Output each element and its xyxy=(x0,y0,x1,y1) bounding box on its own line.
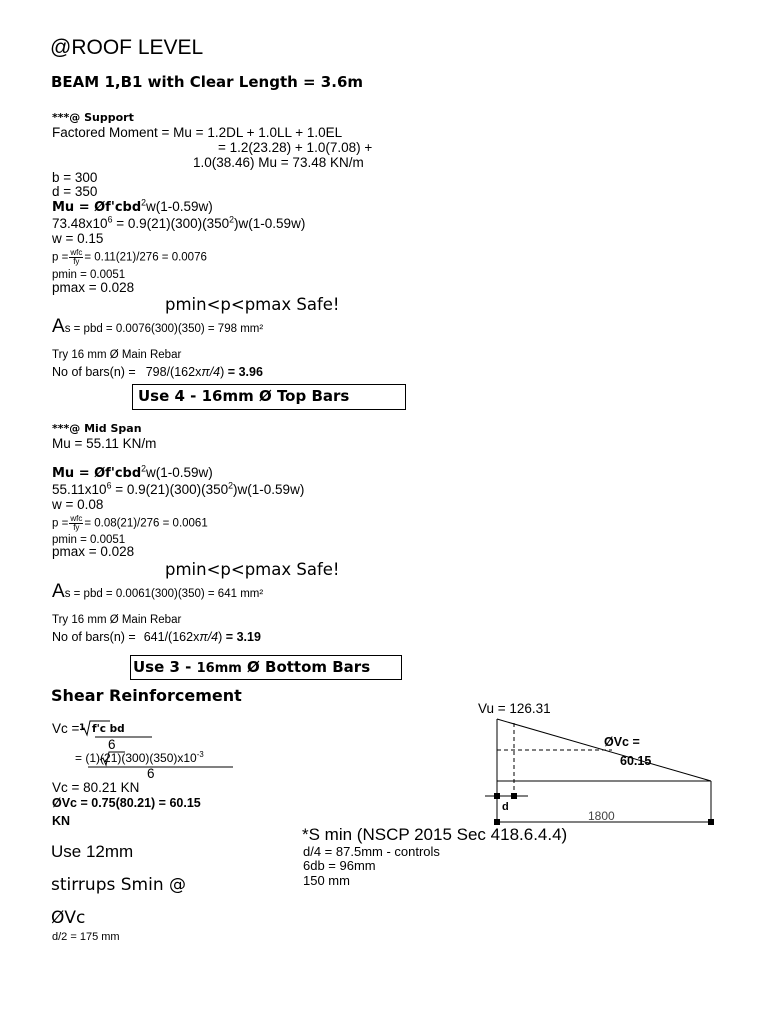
midspan-w-value: w = 0.08 xyxy=(52,497,104,512)
bars-count: No of bars(n) = 798/(162xπ/4) = 3.96 xyxy=(52,365,263,379)
phi-vc-unit: KN xyxy=(52,814,71,828)
vu-label: Vu = 126.31 xyxy=(478,701,551,716)
midspan-mu-value: Mu = 55.11 KN/m xyxy=(52,436,157,451)
smin-title: *S min (NSCP 2015 Sec 418.6.4.4) xyxy=(302,825,568,844)
factored-moment-line-1: Factored Moment = Mu = 1.2DL + 1.0LL + 1.0EL xyxy=(52,125,343,140)
midspan-ratio-check: pmin<p<pmax Safe! xyxy=(165,560,340,579)
d-label: d xyxy=(502,801,509,813)
p-value: p = $\frac{\text{wfc}}{fy}$ = 0.11(21)/276 = 0.0076 xyxy=(52,248,207,266)
phi-vc-value: ØVc = 0.75(80.21) = 60.15 xyxy=(52,796,201,810)
d-marker-left xyxy=(494,793,500,799)
w-value: w = 0.15 xyxy=(52,231,104,246)
midspan-mu-formula: Mu = Øf'cbd$^2$w(1-0.59w) xyxy=(52,463,213,481)
ratio-check: pmin<p<pmax Safe! xyxy=(165,295,340,314)
midspan-bars-count: No of bars(n) = 641/(162xπ/4) = 3.19 xyxy=(52,630,261,644)
smin-line-1: d/4 = 87.5mm - controls xyxy=(303,844,440,859)
use-stirrups-1: Use 12mm xyxy=(51,842,134,861)
d-marker-right xyxy=(511,793,517,799)
page-heading: @ROOF LEVEL xyxy=(50,36,204,59)
smin-line-2: 6db = 96mm xyxy=(303,858,376,873)
smin-line-3: 150 mm xyxy=(303,873,350,888)
use-top-bars: Use 4 - 16mm Ø Top Bars xyxy=(138,387,350,405)
vc-value: Vc = 80.21 KN xyxy=(52,780,140,795)
mu-substitution: $73.48x10^6 = 0.9(21)(300)(350^2)w(1-0.59w)$ xyxy=(52,214,306,231)
try-rebar: Try 16 mm Ø Main Rebar xyxy=(52,349,182,361)
vc-denominator: 6 xyxy=(108,737,116,752)
use-bottom-bars: Use 3 - 16mm Ø Bottom Bars xyxy=(133,658,371,676)
vc-substitution-denominator: 6 xyxy=(147,766,155,781)
d-half: d/2 = 175 mm xyxy=(52,931,120,943)
use-stirrups-2: stirrups Smin @ xyxy=(51,875,187,895)
factored-moment-line-3: 1.0(38.46) Mu = 73.48 KN/m xyxy=(193,155,364,170)
length-label: 1800 xyxy=(588,809,615,823)
vc-numerator: f'c bd xyxy=(92,723,125,735)
support-label: ***@ Support xyxy=(52,111,134,124)
d-value: d = 350 xyxy=(52,184,98,199)
midspan-pmin-value: pmin = 0.0051 xyxy=(52,534,126,546)
as-value: As = pbd = 0.0076(300)(350) = 798 mm² xyxy=(52,316,264,337)
shear-title: Shear Reinforcement xyxy=(51,686,242,705)
phi-vc-diagram-label-1: ØVc = xyxy=(604,735,640,749)
vc-substitution: = $(1)(21)(300)(350)x10^{-3}$ xyxy=(75,750,204,765)
midspan-label: ***@ Mid Span xyxy=(52,422,142,435)
length-marker-right xyxy=(708,819,714,825)
b-value: b = 300 xyxy=(52,170,98,185)
midspan-try-rebar: Try 16 mm Ø Main Rebar xyxy=(52,614,182,626)
midspan-mu-substitution: $55.11x10^6 = 0.9(21)(300)(350^2)w(1-0.59w)$ xyxy=(52,480,305,497)
midspan-p-value: p = $\frac{\text{wfc}}{fy}$ = 0.08(21)/276 = 0.0061 xyxy=(52,514,208,532)
beam-title: BEAM 1,B1 with Clear Length = 3.6m xyxy=(51,73,364,91)
factored-moment-line-2: = 1.2(23.28) + 1.0(7.08) + xyxy=(218,140,373,155)
vc-one: 1 xyxy=(79,723,86,733)
midspan-as-value: As = pbd = 0.0061(300)(350) = 641 mm² xyxy=(52,581,264,602)
pmin-value: pmin = 0.0051 xyxy=(52,269,126,281)
phi-vc-diagram-label-2: 60.15 xyxy=(620,754,652,768)
vc-prefix: Vc = xyxy=(52,721,80,736)
mu-formula: Mu = Øf'cbd$^2$w(1-0.59w) xyxy=(52,197,213,215)
length-marker-left xyxy=(494,819,500,825)
use-stirrups-3: ØVc xyxy=(51,908,86,928)
pmax-value: pmax = 0.028 xyxy=(52,280,135,295)
midspan-pmax-value: pmax = 0.028 xyxy=(52,544,135,559)
